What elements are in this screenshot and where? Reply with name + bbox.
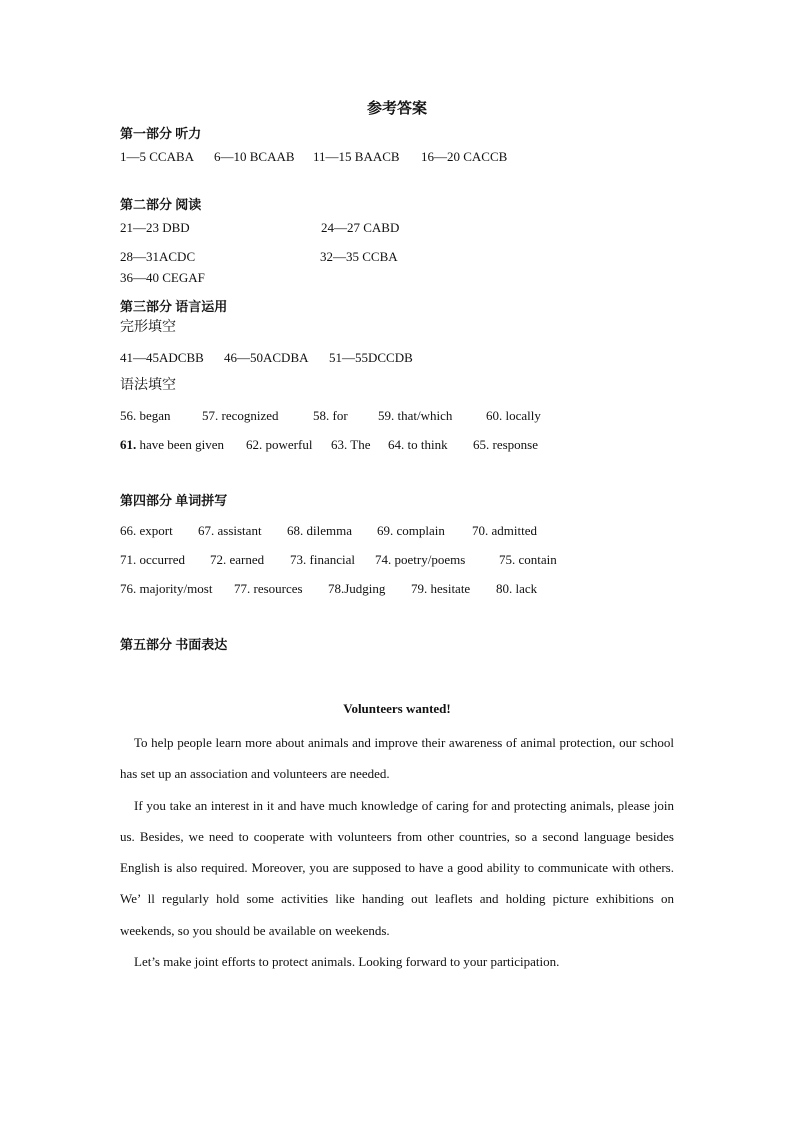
spelling-answer: 69. complain (377, 523, 445, 538)
part2-answer: 24—27 CABD (321, 220, 400, 235)
grammar-label: 语法填空 (120, 378, 176, 393)
essay-title: Volunteers wanted! (343, 701, 451, 716)
part1-answer: 6—10 BCAAB (214, 149, 295, 164)
grammar-answer: 64. to think (388, 437, 448, 452)
spelling-answer: 67. assistant (198, 523, 262, 538)
part1-heading: 第一部分 听力 (120, 126, 202, 141)
part2-answer: 21—23 DBD (120, 220, 190, 235)
grammar-answer: 57. recognized (202, 408, 279, 423)
spelling-answer: 78.Judging (328, 581, 386, 596)
essay-body (120, 727, 674, 977)
grammar-answer: 62. powerful (246, 437, 313, 452)
spelling-answer: 79. hesitate (411, 581, 471, 596)
grammar-answer: 65. response (473, 437, 538, 452)
grammar-answer-61 (120, 437, 224, 453)
grammar-answer: 59. that/which (378, 408, 453, 423)
part1-answer: 11—15 BAACB (313, 149, 400, 164)
cloze-answer: 41—45ADCBB (120, 350, 204, 365)
part2-answer: 32—35 CCBA (320, 249, 398, 264)
spelling-answer: 74. poetry/poems (375, 552, 466, 567)
essay-paragraph: Let’s make joint efforts to protect animals. Looking forward to your participation. (134, 954, 560, 970)
spelling-answer: 76. majority/most (120, 581, 213, 596)
part1-answer: 16—20 CACCB (421, 149, 508, 164)
spelling-answer: 80. lack (496, 581, 538, 596)
spelling-answer: 73. financial (290, 552, 355, 567)
part2-answer: 36—40 CEGAF (120, 270, 205, 285)
grammar-answer: 56. began (120, 408, 171, 423)
grammar-answer: 63. The (331, 437, 371, 452)
essay-paragraph: If you take an interest in it and have much knowledge of caring for and protecting animals, please join us. Besides, we need to cooperate with volunteers from other countries, so a second language besides English is also required. Moreover, you are supposed to have a good ability to communicate with others. We’ ll regularly hold some activities like handing out leaflets and holding picture exhibitions on weekends, so you should be available on weekends. (120, 797, 674, 938)
spelling-answer: 75. contain (499, 552, 557, 567)
cloze-answer: 51—55DCCDB (329, 350, 413, 365)
page-title: 参考答案 (366, 101, 427, 117)
spelling-answer: 68. dilemma (287, 523, 352, 538)
part5-heading: 第五部分 书面表达 (120, 637, 228, 652)
spelling-answer: 66. export (120, 523, 173, 538)
spelling-answer: 71. occurred (120, 552, 185, 567)
answer-number: 61. (120, 437, 137, 452)
spelling-answer: 70. admitted (472, 523, 537, 538)
part1-answer: 1—5 CCABA (120, 149, 195, 164)
part4-heading: 第四部分 单词拼写 (120, 493, 228, 508)
cloze-label: 完形填空 (120, 320, 176, 335)
essay-paragraph: To help people learn more about animals and improve their awareness of animal protection, our school has set up an association and volunteers are needed. (120, 735, 674, 782)
grammar-answer: 58. for (313, 408, 348, 423)
part3-heading: 第三部分 语言运用 (120, 299, 228, 314)
spelling-answer: 77. resources (234, 581, 303, 596)
cloze-answer: 46—50ACDBA (224, 350, 309, 365)
part2-heading: 第二部分 阅读 (120, 197, 202, 212)
part2-answer: 28—31ACDC (120, 249, 196, 264)
answer-text: have been given (136, 437, 224, 452)
spelling-answer: 72. earned (210, 552, 265, 567)
grammar-answer: 60. locally (486, 408, 541, 423)
